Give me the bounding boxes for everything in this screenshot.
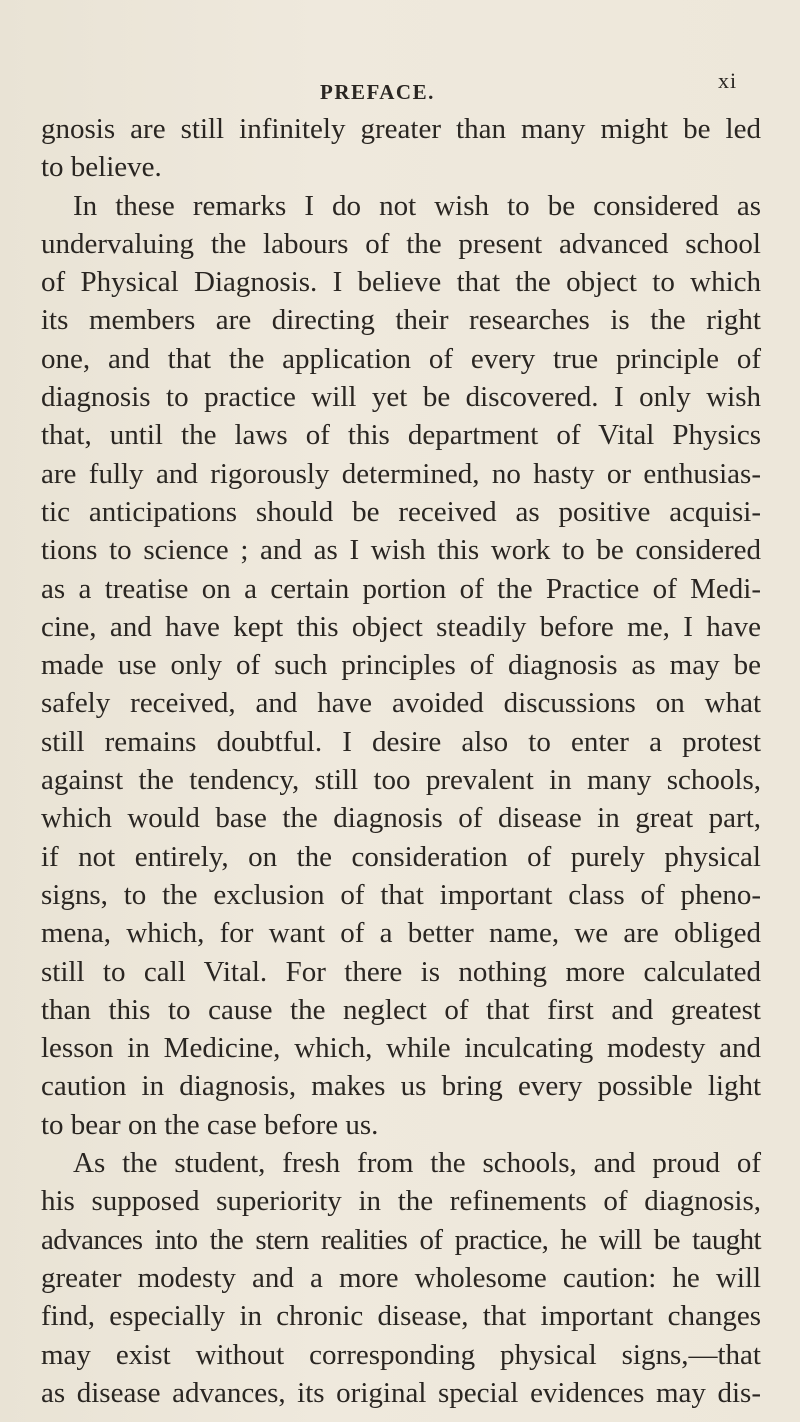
text-line: against the tendency, still too prevalent in many schools, — [41, 764, 761, 797]
text-line: if not entirely, on the consideration of purely physical — [41, 840, 761, 873]
text-line: diagnosis to practice will yet be discovered. I only wish — [41, 381, 761, 414]
text-line: to believe. — [41, 151, 162, 184]
text-line: lesson in Medicine, which, while inculcating modesty and — [41, 1032, 761, 1065]
text-line: made use only of such principles of diagnosis as may be — [41, 649, 761, 682]
running-title: PREFACE. — [320, 80, 435, 104]
text-line: still remains doubtful. I desire also to enter a protest — [41, 725, 761, 758]
text-line: one, and that the application of every true principle of — [41, 342, 761, 375]
text-line: signs, to the exclusion of that important class of pheno- — [41, 878, 761, 911]
text-line: which would base the diagnosis of disease in great part, — [41, 802, 761, 835]
text-line: as disease advances, its original special evidences may dis- — [41, 1376, 761, 1409]
text-line: as a treatise on a certain portion of the Practice of Medi- — [41, 572, 761, 605]
text-line: may exist without corresponding physical signs,—that — [41, 1338, 761, 1371]
text-line: its members are directing their researches is the right — [41, 304, 761, 337]
text-line: In these remarks I do not wish to be considered as — [73, 189, 761, 222]
text-line: tic anticipations should be received as positive acquisi- — [41, 495, 761, 528]
text-line: undervaluing the labours of the present advanced school — [41, 227, 761, 260]
text-line: than this to cause the neglect of that first and greatest — [41, 993, 761, 1026]
page-number: xi — [718, 68, 738, 93]
text-line: mena, which, for want of a better name, we are obliged — [41, 917, 761, 950]
text-line: As the student, fresh from the schools, and proud of — [73, 1147, 761, 1180]
text-line: caution in diagnosis, makes us bring every possible light — [41, 1070, 761, 1103]
text-line: safely received, and have avoided discussions on what — [41, 687, 761, 720]
text-line: tions to science ; and as I wish this work to be considered — [41, 534, 761, 567]
text-line: are fully and rigorously determined, no hasty or enthusias- — [41, 457, 761, 490]
body-text — [41, 110, 761, 1412]
text-line: cine, and have kept this object steadily before me, I have — [41, 610, 761, 643]
text-line: of Physical Diagnosis. I believe that the object to which — [41, 266, 761, 299]
text-line: his supposed superiority in the refinements of diagnosis, — [41, 1185, 761, 1218]
text-line: advances into the stern realities of practice, he will be taught — [41, 1223, 761, 1256]
text-line: to bear on the case before us. — [41, 1108, 379, 1141]
text-line: find, especially in chronic disease, that important changes — [41, 1300, 761, 1333]
text-line: still to call Vital. For there is nothing more calculated — [41, 955, 761, 988]
text-line: gnosis are still infinitely greater than many might be led — [41, 113, 761, 145]
text-line: greater modesty and a more wholesome caution: he will — [41, 1261, 761, 1294]
running-head — [0, 68, 800, 106]
text-line: that, until the laws of this department of Vital Physics — [41, 419, 761, 452]
